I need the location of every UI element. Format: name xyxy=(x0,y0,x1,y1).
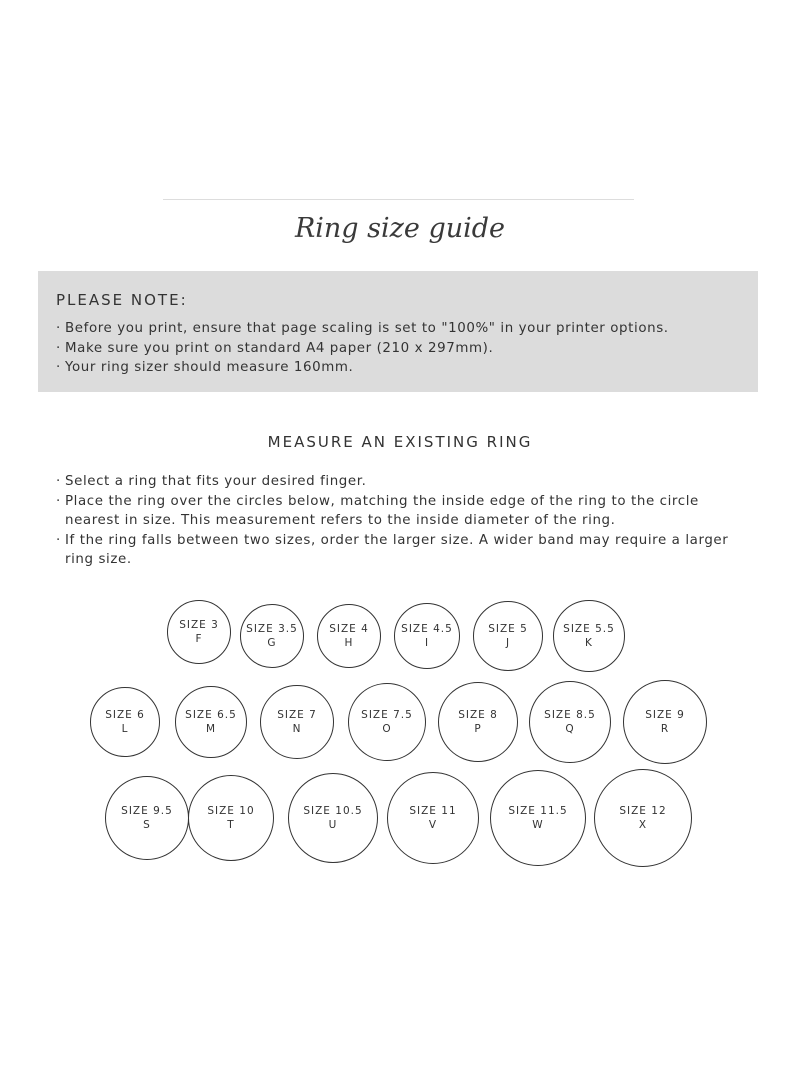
note-item: · Before you print, ensure that page scaling is set to "100%" in your printer options. xyxy=(56,321,669,336)
note-item: · Make sure you print on standard A4 paper (210 x 297mm). xyxy=(56,340,494,356)
ring-size-label: SIZE 6.5 xyxy=(185,709,237,721)
ring-size-label: SIZE 12 xyxy=(619,805,667,817)
note-item: · Your ring sizer should measure 160mm. xyxy=(56,360,354,375)
ring-letter-label: H xyxy=(344,637,354,649)
ring-letter-label: N xyxy=(292,723,302,735)
ring-circle xyxy=(490,770,586,866)
ring-letter-label: X xyxy=(638,819,648,831)
ring-circle xyxy=(529,681,611,763)
ring-letter-label: R xyxy=(660,723,670,735)
ring-letter-label: K xyxy=(585,637,593,649)
ring-size-label: SIZE 7 xyxy=(277,709,317,721)
measure-item: · Place the ring over the circles below, matching the inside edge of the ring to the circle nearest in size. This measurement refers to the inside diameter of the ring. xyxy=(56,493,699,528)
ring-circle xyxy=(288,773,378,863)
ring-circle xyxy=(553,600,625,672)
ring-letter-label: W xyxy=(532,819,544,831)
ring-letter-label: L xyxy=(121,723,129,735)
ring-size-label: SIZE 3.5 xyxy=(246,623,298,635)
ring-letter-label: P xyxy=(474,723,482,735)
ring-circle xyxy=(240,604,304,668)
measure-item: · If the ring falls between two sizes, order the larger size. A wider band may require a larger ring size. xyxy=(56,532,729,567)
ring-circle xyxy=(167,600,231,664)
ring-size-label: SIZE 5 xyxy=(488,623,528,635)
ring-size-label: SIZE 3 xyxy=(179,619,219,631)
ring-letter-label: I xyxy=(424,637,430,649)
ring-size-label: SIZE 4.5 xyxy=(401,623,453,635)
ring-letter-label: Q xyxy=(565,723,575,735)
ring-letter-label: J xyxy=(505,637,511,649)
ring-circle xyxy=(348,683,426,761)
ring-circle xyxy=(387,772,479,864)
ring-size-label: SIZE 11 xyxy=(409,805,457,817)
ring-circle xyxy=(317,604,381,668)
ring-size-label: SIZE 5.5 xyxy=(563,623,615,635)
ring-circle xyxy=(105,776,189,860)
ring-letter-label: M xyxy=(205,723,217,735)
ring-size-label: SIZE 4 xyxy=(329,623,369,635)
ring-circle xyxy=(473,601,543,671)
ring-letter-label: F xyxy=(195,633,203,645)
ring-size-label: SIZE 11.5 xyxy=(508,805,568,817)
ring-size-label: SIZE 10 xyxy=(207,805,255,817)
ring-circle xyxy=(188,775,274,861)
ring-letter-label: V xyxy=(428,819,438,831)
ring-size-label: SIZE 7.5 xyxy=(361,709,413,721)
ring-circle xyxy=(175,686,247,758)
ring-circle xyxy=(394,603,460,669)
ring-size-label: SIZE 9 xyxy=(645,709,685,721)
ring-size-label: SIZE 8 xyxy=(458,709,498,721)
ring-circle xyxy=(438,682,518,762)
page-title: Ring size guide xyxy=(294,213,506,244)
ring-circle xyxy=(623,680,707,764)
ring-letter-label: O xyxy=(382,723,392,735)
ring-size-label: SIZE 10.5 xyxy=(303,805,363,817)
ring-size-label: SIZE 8.5 xyxy=(544,709,596,721)
ring-circle xyxy=(260,685,334,759)
ring-letter-label: T xyxy=(227,819,235,831)
measure-item: · Select a ring that fits your desired finger. xyxy=(56,474,367,489)
ring-size-label: SIZE 6 xyxy=(105,709,145,721)
ring-circle xyxy=(594,769,692,867)
ring-size-label: SIZE 9.5 xyxy=(121,805,173,817)
ring-letter-label: S xyxy=(143,819,151,831)
ring-letter-label: U xyxy=(328,819,338,831)
note-heading: PLEASE NOTE: xyxy=(56,291,188,309)
ring-letter-label: G xyxy=(267,637,277,649)
measure-heading: MEASURE AN EXISTING RING xyxy=(267,433,533,451)
ring-circle xyxy=(90,687,160,757)
